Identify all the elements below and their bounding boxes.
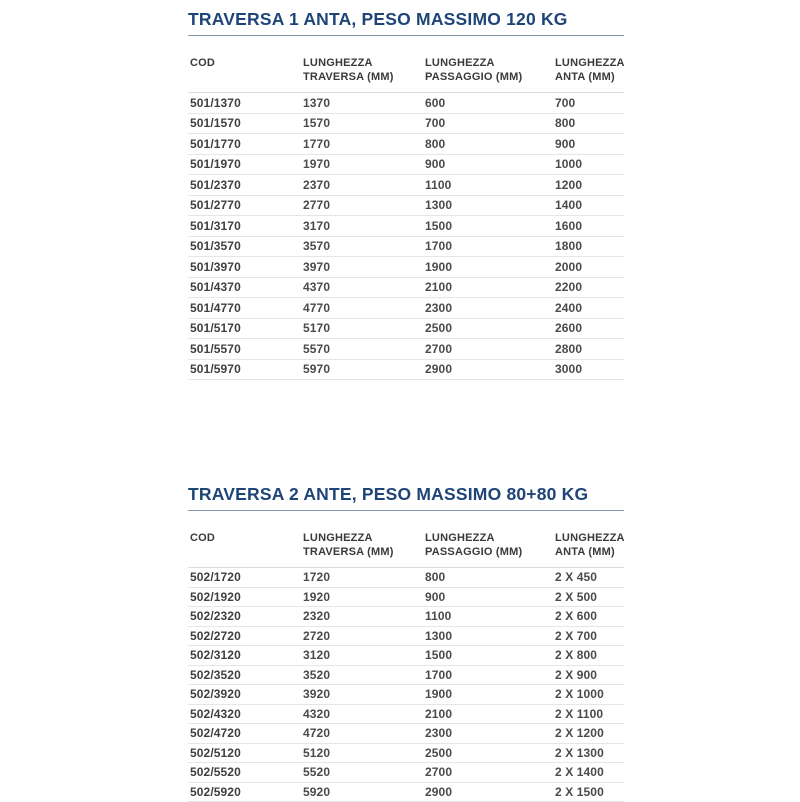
cod-cell: 502/3120 xyxy=(190,648,303,662)
cod-cell: 502/2320 xyxy=(190,609,303,623)
value-cell: 2900 xyxy=(425,362,555,376)
value-cell: 1500 xyxy=(425,219,555,233)
value-cell: 1500 xyxy=(425,648,555,662)
value-cell: 5570 xyxy=(303,342,425,356)
value-cell: 2400 xyxy=(555,301,624,315)
table-row xyxy=(188,360,624,381)
value-cell: 1770 xyxy=(303,137,425,151)
table-row xyxy=(188,666,624,686)
value-cell: 2320 xyxy=(303,609,425,623)
column-header: COD xyxy=(190,57,303,84)
value-cell: 1300 xyxy=(425,629,555,643)
column-header: LUNGHEZZA TRAVERSA (MM) xyxy=(303,57,425,84)
cod-cell: 502/4720 xyxy=(190,726,303,740)
value-cell: 5120 xyxy=(303,746,425,760)
value-cell: 2 X 900 xyxy=(555,668,624,682)
table-row xyxy=(188,588,624,608)
cod-cell: 501/2770 xyxy=(190,198,303,212)
cod-cell: 501/5570 xyxy=(190,342,303,356)
value-cell: 2200 xyxy=(555,280,624,294)
table-row xyxy=(188,257,624,278)
value-cell: 2000 xyxy=(555,260,624,274)
value-cell: 1900 xyxy=(425,687,555,701)
table-row xyxy=(188,705,624,725)
table-row xyxy=(188,763,624,783)
value-cell: 2 X 1300 xyxy=(555,746,624,760)
table-row xyxy=(188,134,624,155)
table-body xyxy=(188,568,624,802)
value-cell: 1370 xyxy=(303,96,425,110)
value-cell: 700 xyxy=(425,116,555,130)
value-cell: 700 xyxy=(555,96,624,110)
table-row xyxy=(188,298,624,319)
value-cell: 1900 xyxy=(425,260,555,274)
value-cell: 2370 xyxy=(303,178,425,192)
value-cell: 1720 xyxy=(303,570,425,584)
table-header-row xyxy=(188,57,624,84)
table-row xyxy=(188,196,624,217)
table-header-row xyxy=(188,532,624,559)
value-cell: 3570 xyxy=(303,239,425,253)
value-cell: 800 xyxy=(425,137,555,151)
value-cell: 1700 xyxy=(425,239,555,253)
value-cell: 2770 xyxy=(303,198,425,212)
section-title: TRAVERSA 2 ANTE, PESO MASSIMO 80+80 KG xyxy=(188,484,624,504)
value-cell: 1700 xyxy=(425,668,555,682)
value-cell: 3170 xyxy=(303,219,425,233)
value-cell: 2600 xyxy=(555,321,624,335)
cod-cell: 501/1370 xyxy=(190,96,303,110)
value-cell: 900 xyxy=(555,137,624,151)
value-cell: 4720 xyxy=(303,726,425,740)
cod-cell: 501/2370 xyxy=(190,178,303,192)
value-cell: 2 X 700 xyxy=(555,629,624,643)
cod-cell: 502/2720 xyxy=(190,629,303,643)
value-cell: 2 X 800 xyxy=(555,648,624,662)
value-cell: 1920 xyxy=(303,590,425,604)
value-cell: 1600 xyxy=(555,219,624,233)
value-cell: 1100 xyxy=(425,609,555,623)
value-cell: 2720 xyxy=(303,629,425,643)
table-row xyxy=(188,175,624,196)
cod-cell: 501/4370 xyxy=(190,280,303,294)
cod-cell: 502/3920 xyxy=(190,687,303,701)
cod-cell: 501/5970 xyxy=(190,362,303,376)
value-cell: 2 X 1200 xyxy=(555,726,624,740)
cod-cell: 502/1720 xyxy=(190,570,303,584)
value-cell: 4770 xyxy=(303,301,425,315)
value-cell: 3520 xyxy=(303,668,425,682)
value-cell: 1200 xyxy=(555,178,624,192)
table-row xyxy=(188,114,624,135)
value-cell: 3970 xyxy=(303,260,425,274)
cod-cell: 501/5170 xyxy=(190,321,303,335)
cod-cell: 502/1920 xyxy=(190,590,303,604)
cod-cell: 501/1570 xyxy=(190,116,303,130)
value-cell: 900 xyxy=(425,590,555,604)
value-cell: 2 X 1000 xyxy=(555,687,624,701)
table-row xyxy=(188,319,624,340)
value-cell: 800 xyxy=(555,116,624,130)
value-cell: 5970 xyxy=(303,362,425,376)
value-cell: 800 xyxy=(425,570,555,584)
value-cell: 1100 xyxy=(425,178,555,192)
value-cell: 2 X 450 xyxy=(555,570,624,584)
table-row xyxy=(188,685,624,705)
value-cell: 3920 xyxy=(303,687,425,701)
value-cell: 2500 xyxy=(425,746,555,760)
table-row xyxy=(188,339,624,360)
cod-cell: 502/3520 xyxy=(190,668,303,682)
table-row xyxy=(188,724,624,744)
cod-cell: 501/3570 xyxy=(190,239,303,253)
value-cell: 2 X 1100 xyxy=(555,707,624,721)
value-cell: 5520 xyxy=(303,765,425,779)
value-cell: 4320 xyxy=(303,707,425,721)
table-row xyxy=(188,278,624,299)
table-row xyxy=(188,607,624,627)
value-cell: 1970 xyxy=(303,157,425,171)
value-cell: 5920 xyxy=(303,785,425,799)
value-cell: 2900 xyxy=(425,785,555,799)
value-cell: 3000 xyxy=(555,362,624,376)
section-title: TRAVERSA 1 ANTA, PESO MASSIMO 120 KG xyxy=(188,9,624,29)
title-underline-divider xyxy=(188,35,624,36)
value-cell: 3120 xyxy=(303,648,425,662)
value-cell: 1300 xyxy=(425,198,555,212)
column-header: LUNGHEZZA PASSAGGIO (MM) xyxy=(425,57,555,84)
cod-cell: 502/5920 xyxy=(190,785,303,799)
table-row xyxy=(188,237,624,258)
value-cell: 2100 xyxy=(425,280,555,294)
table-row xyxy=(188,216,624,237)
value-cell: 2100 xyxy=(425,707,555,721)
value-cell: 2300 xyxy=(425,301,555,315)
value-cell: 2 X 600 xyxy=(555,609,624,623)
value-cell: 2300 xyxy=(425,726,555,740)
column-header: LUNGHEZZA ANTA (MM) xyxy=(555,532,625,559)
cod-cell: 501/1770 xyxy=(190,137,303,151)
value-cell: 2 X 1500 xyxy=(555,785,624,799)
value-cell: 1000 xyxy=(555,157,624,171)
value-cell: 1800 xyxy=(555,239,624,253)
column-header: LUNGHEZZA TRAVERSA (MM) xyxy=(303,532,425,559)
cod-cell: 502/5120 xyxy=(190,746,303,760)
table-row xyxy=(188,646,624,666)
cod-cell: 502/5520 xyxy=(190,765,303,779)
column-header: COD xyxy=(190,532,303,559)
cod-cell: 501/3170 xyxy=(190,219,303,233)
value-cell: 1570 xyxy=(303,116,425,130)
page-content xyxy=(188,0,624,802)
table-row xyxy=(188,627,624,647)
title-underline-divider xyxy=(188,510,624,511)
table-row xyxy=(188,568,624,588)
value-cell: 1400 xyxy=(555,198,624,212)
column-header: LUNGHEZZA PASSAGGIO (MM) xyxy=(425,532,555,559)
table-row xyxy=(188,93,624,114)
cod-cell: 501/4770 xyxy=(190,301,303,315)
value-cell: 5170 xyxy=(303,321,425,335)
value-cell: 900 xyxy=(425,157,555,171)
cod-cell: 502/4320 xyxy=(190,707,303,721)
column-header: LUNGHEZZA ANTA (MM) xyxy=(555,57,625,84)
value-cell: 2 X 1400 xyxy=(555,765,624,779)
cod-cell: 501/1970 xyxy=(190,157,303,171)
table-body xyxy=(188,93,624,380)
cod-cell: 501/3970 xyxy=(190,260,303,274)
value-cell: 2 X 500 xyxy=(555,590,624,604)
value-cell: 2500 xyxy=(425,321,555,335)
value-cell: 2800 xyxy=(555,342,624,356)
table-row xyxy=(188,783,624,802)
value-cell: 2700 xyxy=(425,765,555,779)
table-row xyxy=(188,155,624,176)
table-section-2-ante xyxy=(188,484,624,802)
table-row xyxy=(188,744,624,764)
value-cell: 2700 xyxy=(425,342,555,356)
value-cell: 600 xyxy=(425,96,555,110)
value-cell: 4370 xyxy=(303,280,425,294)
table-section-1-anta xyxy=(188,9,624,380)
